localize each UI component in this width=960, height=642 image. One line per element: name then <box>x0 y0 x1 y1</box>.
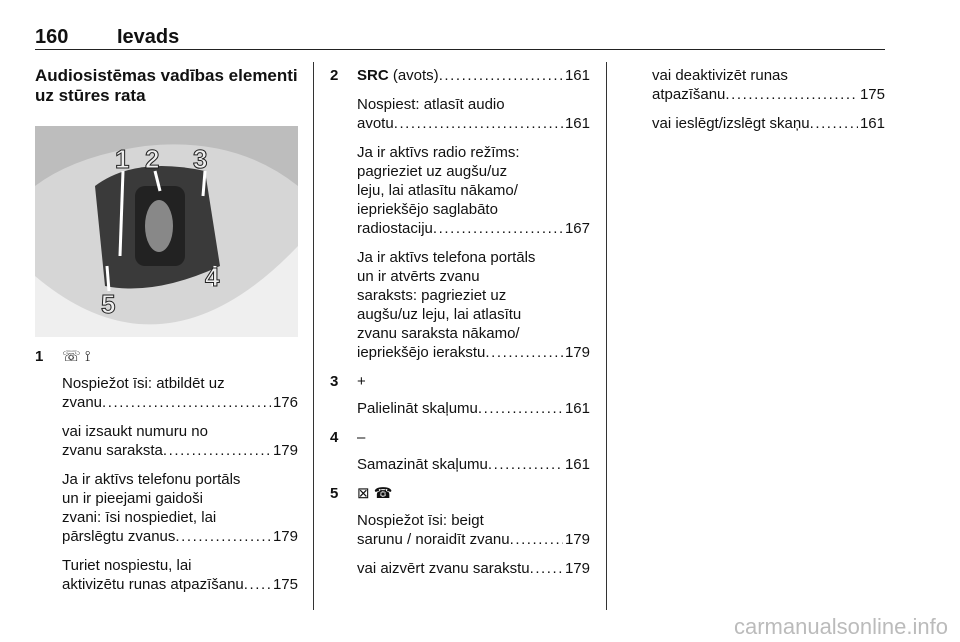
page-ref: 161 <box>859 115 885 132</box>
entry-text: vai ieslēgt/izslēgt skaņu <box>652 115 810 132</box>
page-ref: 179 <box>272 442 298 459</box>
entry-line: vai deaktivizēt runas <box>652 67 788 84</box>
item-number: 3 <box>330 373 339 390</box>
phone-voice-icon: ☏ ⟟ <box>62 348 91 365</box>
callout-4: 4 <box>205 262 220 292</box>
entry <box>357 559 590 578</box>
entry-line: un ir atvērts zvanu <box>357 268 480 285</box>
entry-line: un ir pieejami gaidoši <box>62 490 203 507</box>
page-ref: 176 <box>272 394 298 411</box>
entry <box>652 66 885 104</box>
entry-text: atpazīšanu <box>652 86 726 103</box>
entry-line: zvani: īsi nospiediet, lai <box>62 509 217 526</box>
entry-text: Palielināt skaļumu <box>357 400 478 417</box>
page-ref: 175 <box>859 86 885 103</box>
column-3 <box>625 66 885 143</box>
callout-5: 5 <box>101 289 116 319</box>
item-2 <box>330 66 590 362</box>
entry-text: avotu <box>357 115 394 132</box>
src-suffix: (avots) <box>388 67 439 84</box>
page-ref: 161 <box>564 400 590 417</box>
entry-line: Nospiest: atlasīt audio <box>357 96 505 113</box>
page-ref: 179 <box>564 344 590 361</box>
src-label: SRC <box>357 67 389 84</box>
item-3 <box>330 372 590 418</box>
page-ref: 179 <box>272 528 298 545</box>
callout-1: 1 <box>115 144 130 174</box>
entry <box>62 374 298 412</box>
page-ref: 179 <box>564 560 590 577</box>
entry <box>62 422 298 460</box>
entry-text: iepriekšējo ierakstu <box>357 344 486 361</box>
entry-line: vai izsaukt numuru no <box>62 423 208 440</box>
entry-line: Nospiežot īsi: beigt <box>357 512 484 529</box>
page-ref: 167 <box>564 220 590 237</box>
item-number: 4 <box>330 429 339 446</box>
entry <box>652 114 885 133</box>
column-divider <box>606 62 607 610</box>
page-ref: 175 <box>272 576 298 593</box>
item-number: 5 <box>330 485 339 502</box>
entry <box>357 248 590 362</box>
entry-text: aktivizētu runas atpazīšanu <box>62 576 244 593</box>
entry-text: zvanu <box>62 394 103 411</box>
entry <box>62 556 298 594</box>
entry-line: pagrieziet uz augšu/uz <box>357 163 508 180</box>
column-divider <box>313 62 314 610</box>
entry-line: Turiet nospiestu, lai <box>62 557 192 574</box>
entry-text: zvanu saraksta <box>62 442 163 459</box>
page-ref: 161 <box>564 67 590 84</box>
item-1 <box>35 347 298 594</box>
entry-line: Ja ir aktīvs telefona portāls <box>357 249 536 266</box>
column-1 <box>35 66 298 604</box>
page-ref: 179 <box>564 531 590 548</box>
entry-text: Samazināt skaļumu <box>357 456 488 473</box>
page-ref: 161 <box>564 456 590 473</box>
page-ref: 161 <box>564 115 590 132</box>
steering-wheel-controls-figure <box>35 126 298 337</box>
item-number: 1 <box>35 348 44 365</box>
entry-text: sarunu / noraidīt zvanu <box>357 531 510 548</box>
section-title: Ievads <box>117 26 180 48</box>
minus-icon: – <box>357 429 366 446</box>
plus-icon: + <box>357 373 366 390</box>
column-2 <box>330 66 590 588</box>
mute-hangup-icon: ⊠ ☎ <box>357 485 393 502</box>
header-rule <box>35 49 885 50</box>
entry-line: iepriekšējo saglabāto <box>357 201 498 218</box>
entry <box>357 511 590 549</box>
watermark: carmanualsonline.info <box>733 614 948 639</box>
entry-line: leju, lai atlasītu nākamo/ <box>357 182 518 199</box>
page-header <box>35 28 179 47</box>
entry-line: Nospiežot īsi: atbildēt uz <box>62 375 225 392</box>
entry-line: augšu/uz leju, lai atlasītu <box>357 306 522 323</box>
entry-line: saraksts: pagrieziet uz <box>357 287 507 304</box>
page-number: 160 <box>35 26 69 48</box>
section-heading: Audiosistēmas vadības elementi uz stūres rata <box>35 66 298 105</box>
entry-line: Ja ir aktīvs telefonu portāls <box>62 471 241 488</box>
entry <box>357 95 590 133</box>
entry <box>62 470 298 546</box>
item-4 <box>330 428 590 474</box>
entry-line: Ja ir aktīvs radio režīms: <box>357 144 520 161</box>
entry-line: zvanu saraksta nākamo/ <box>357 325 520 342</box>
entry-text: radiostaciju <box>357 220 433 237</box>
callout-2: 2 <box>145 144 160 174</box>
entry-text: pārslēgtu zvanus <box>62 528 176 545</box>
callout-3: 3 <box>193 144 208 174</box>
item-5 <box>330 484 590 578</box>
item-number: 2 <box>330 67 339 84</box>
entry-text: vai aizvērt zvanu sarakstu <box>357 560 530 577</box>
entry <box>357 143 590 238</box>
item-1-continued <box>625 66 885 133</box>
